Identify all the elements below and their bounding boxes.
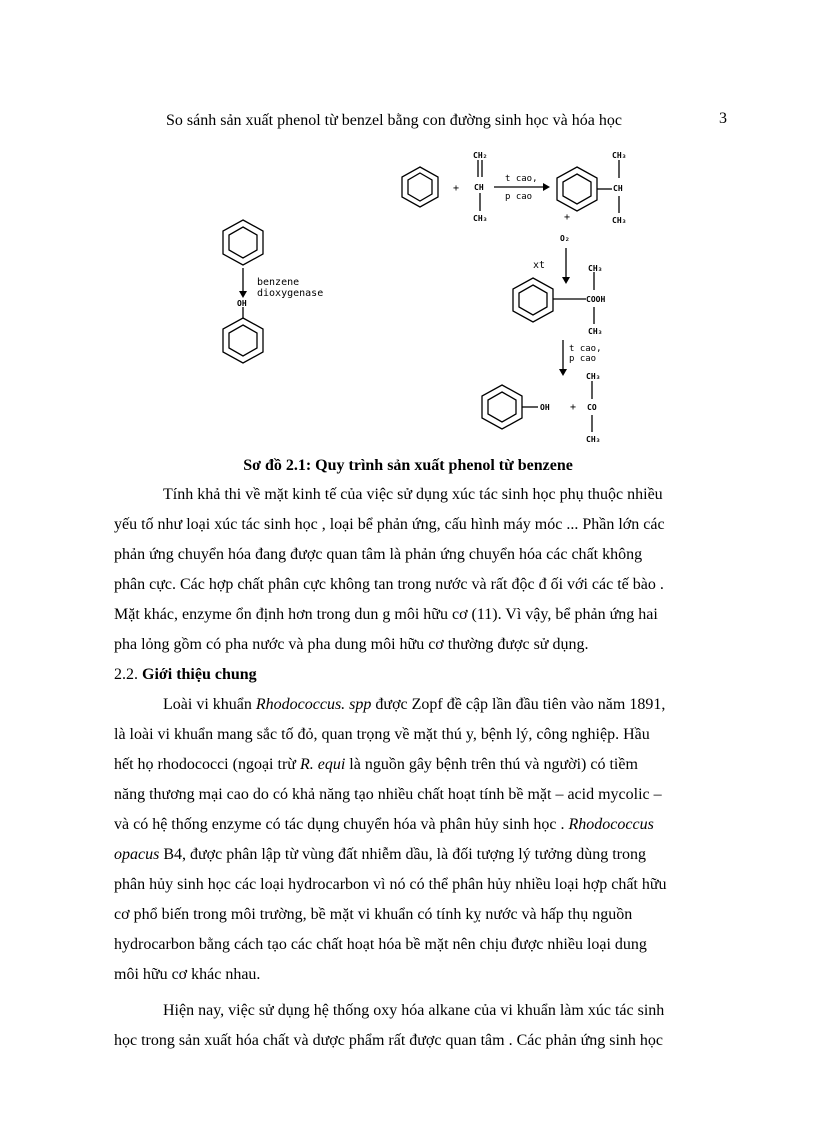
text-line: môi hữu cơ khác nhau.: [114, 966, 261, 983]
text-line: học trong sản xuất hóa chất và dược phẩm rất được quan tâm . Các phản ứng sinh học: [114, 1032, 664, 1049]
condition-2-line1: t cao,: [569, 344, 602, 354]
cumene-ch3-bottom: CH₃: [612, 216, 627, 225]
paragraph-alkane-oxidation: [114, 996, 726, 1056]
paragraph-economic-feasibility: [114, 480, 726, 660]
benzene-ring-chem: [402, 167, 438, 207]
benzene-ring-top: [223, 220, 263, 265]
propylene-ch2: CH₂: [473, 151, 488, 160]
text-line: phân cực. Các hợp chất phân cực không tan trong nước và rất độc đ ối với các tế bào .: [114, 576, 664, 593]
text-line: cơ phổ biến trong môi trường, bề mặt vi khuẩn có tính kỵ nước và hấp thụ nguồn: [114, 906, 633, 923]
plus-sign-1: +: [453, 183, 460, 194]
reaction-scheme-figure: [0, 0, 816, 460]
hydroperoxide-ch3-top: CH₃: [588, 264, 603, 273]
text-line: và có hệ thống enzyme có tác dụng chuyển hóa và phân hủy sinh học . Rhodococcus: [114, 816, 654, 833]
condition-1-line1: t cao,: [505, 174, 538, 184]
acetone-ch3-bottom: CH₃: [586, 435, 601, 444]
acetone-co: CO: [587, 403, 597, 412]
catalyst-label: xt: [533, 260, 546, 271]
enzyme-label: benzene: [257, 277, 300, 288]
text-line: năng thương mại cao do có khả năng tạo nhiều chất hoạt tính bề mặt – acid mycolic –: [114, 786, 662, 803]
text-line: Mặt khác, enzyme ổn định hơn trong dun g môi hữu cơ (11). Vì vậy, bể phản ứng hai: [114, 606, 658, 623]
cumene-ch3-top: CH₃: [612, 151, 627, 160]
section-number: 2.2.: [114, 666, 138, 683]
text-line: Tính khả thi về mặt kinh tế của việc sử dụng xúc tác sinh học phụ thuộc nhiều: [163, 486, 663, 503]
body-text: [114, 480, 726, 1056]
hydroxyl-label-bio: OH: [237, 299, 247, 308]
plus-sign-2: +: [564, 212, 571, 223]
species-name: R. equi: [299, 756, 346, 773]
species-name: opacus: [114, 846, 160, 863]
propylene-ch3: CH₃: [473, 214, 488, 223]
plus-sign-3: +: [570, 402, 577, 413]
phenol-ring-chem: [482, 385, 522, 429]
cumene-hydroperoxide-ring: [513, 278, 553, 322]
cumene-ch: CH: [613, 184, 623, 193]
hydroperoxide-cooh: COOH: [586, 295, 606, 304]
page-number: 3: [719, 110, 727, 127]
species-name: Rhodococcus. spp: [255, 696, 372, 713]
text-line: pha lỏng gồm có pha nước và pha dung môi hữu cơ thường được sử dụng.: [114, 636, 589, 653]
hydroperoxide-ch3-bottom: CH₃: [588, 327, 603, 336]
figure-caption: Sơ đồ 2.1: Quy trình sản xuất phenol từ benzene: [243, 457, 573, 474]
condition-2-line2: p cao: [569, 354, 597, 364]
propylene-ch: CH: [474, 183, 484, 192]
paragraph-rhodococcus: [114, 690, 726, 990]
section-heading: [114, 660, 726, 690]
enzyme-label-2: dioxygenase: [257, 288, 324, 299]
text-line: Loài vi khuẩn Rhodococcus. spp được Zopf đề cập lần đầu tiên vào năm 1891,: [163, 696, 666, 713]
phenol-oh-label: OH: [540, 403, 550, 412]
phenol-ring-bio: [223, 318, 263, 363]
text-line: phân hủy sinh học các loại hydrocarbon vì nó có thể phân hủy nhiều loại hợp chất hữu: [114, 876, 667, 893]
species-name: Rhodococcus: [568, 816, 654, 833]
cumene-ring: [557, 167, 597, 211]
text-line: yếu tố như loại xúc tác sinh học , loại bể phản ứng, cấu hình máy móc ... Phần lớn các: [114, 516, 665, 533]
acetone-ch3-top: CH₃: [586, 372, 601, 381]
text-line: là loài vi khuẩn mang sắc tố đỏ, quan trọng về mặt thú y, bệnh lý, công nghiệp. Hầu: [114, 726, 650, 743]
oxygen-label: O₂: [560, 234, 570, 243]
text-line: hydrocarbon bằng cách tạo các chất hoạt hóa bề mặt nên chịu được nhiều loại dung: [114, 936, 647, 953]
text-line: Hiện nay, việc sử dụng hệ thống oxy hóa alkane của vi khuẩn làm xúc tác sinh: [163, 1002, 665, 1019]
text-line: phản ứng chuyển hóa đang được quan tâm là phản ứng chuyển hóa các chất không: [114, 546, 643, 563]
section-title: Giới thiệu chung: [142, 666, 257, 683]
text-line: opacus B4, được phân lập từ vùng đất nhiễm dầu, là đối tượng lý tưởng dùng trong: [114, 846, 647, 863]
text-line: hết họ rhodococci (ngoại trừ R. equi là nguồn gây bệnh trên thú và người) có tiềm: [114, 756, 638, 773]
running-title: So sánh sản xuất phenol từ benzel bằng con đường sinh học và hóa học: [166, 112, 622, 129]
condition-1-line2: p cao: [505, 192, 533, 202]
